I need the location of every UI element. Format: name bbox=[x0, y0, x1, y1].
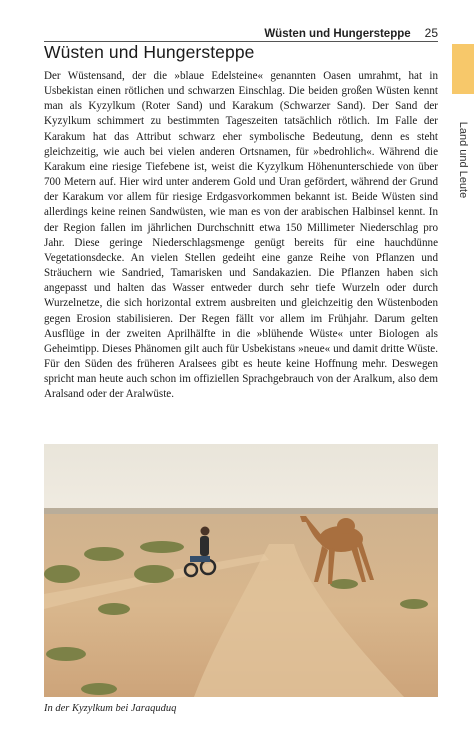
photo-caption: In der Kyzylkum bei Jaraquduq bbox=[44, 703, 177, 714]
section-side-label bbox=[452, 100, 474, 220]
article-body: Der Wüstensand, der die »blaue Edelsteine« genannten Oasen umrahmt, hat in Usbekistan einen rötlichen und schwarzen Einschlag. Die beiden großen Wüsten kennt man als Kyzylkum (Roter Sand) und Karakum (Schwarzer Sand). Der Sand der Kyzylkum schimmert zu bestimmten Tageszeiten tatsächlich rötlich. Im Falle der Karakum hat das Attribut schwarz eher symbolische Bedeutung, denn es steht gleichzeitig, wie auch bei vielen anderen Ortsnamen, für »bedrohlich«. Während die Karakum eine riesige Tiefebene ist, weist die Kyzylkum Höhenunterschiede von über 700 Metern auf. Hier wird unter anderem Gold und Uran gefördert, während der Grund der Karakum vor allem für riesige Erdgasvorkommen bekannt ist. Beide Wüsten sind allerdings keine reinen Sandwüsten, wie man es von der arabischen Halbinsel kennt. In der Region fallen im jährlichen Durchschnitt etwa 150 Millimeter Niederschlag pro Jahr. Diese geringe Niederschlagsmenge genügt bereits für eine hauchdünne Vegetationsdecke. An vielen Stellen gedeiht eine ganze Reihe von Pflanzen und Sträuchern wie Sandried, Tamarisken und Sandakazien. Die Pflanzen haben sich angepasst und halten das Wasser entweder durch sehr tiefe Wurzeln oder durch Wurzelnetze, die sich horizontal extrem ausbreiten und gleichzeitig den Wüstenboden gegen Erosion stabilisieren. Der Regen fällt vor allem im Frühjahr. Darum gelten Ausflüge in der zweiten Aprilhälfte in die »blühende Wüste« unter Biologen als Geheimtipp. Dieses Phänomen gilt auch für Usbekistans »neue« und damit dritte Wüste. Für den Süden des früheren Aralsees gibt es heute keine Hoffnung mehr. Deswegen spricht man heute auch schon im offiziellen Sprachgebrauch von der Aralkum, also dem Aralsand oder der Aralwüste. bbox=[44, 70, 438, 401]
side-label-text: Land und Leute bbox=[457, 121, 469, 199]
section-tab-marker bbox=[452, 44, 474, 94]
article-title: Wüsten und Hungersteppe bbox=[44, 42, 255, 62]
sky bbox=[44, 444, 438, 512]
running-head bbox=[44, 18, 438, 40]
desert-photo bbox=[44, 444, 438, 697]
page-number: 25 bbox=[424, 26, 438, 40]
running-title: Wüsten und Hungersteppe bbox=[264, 28, 411, 40]
